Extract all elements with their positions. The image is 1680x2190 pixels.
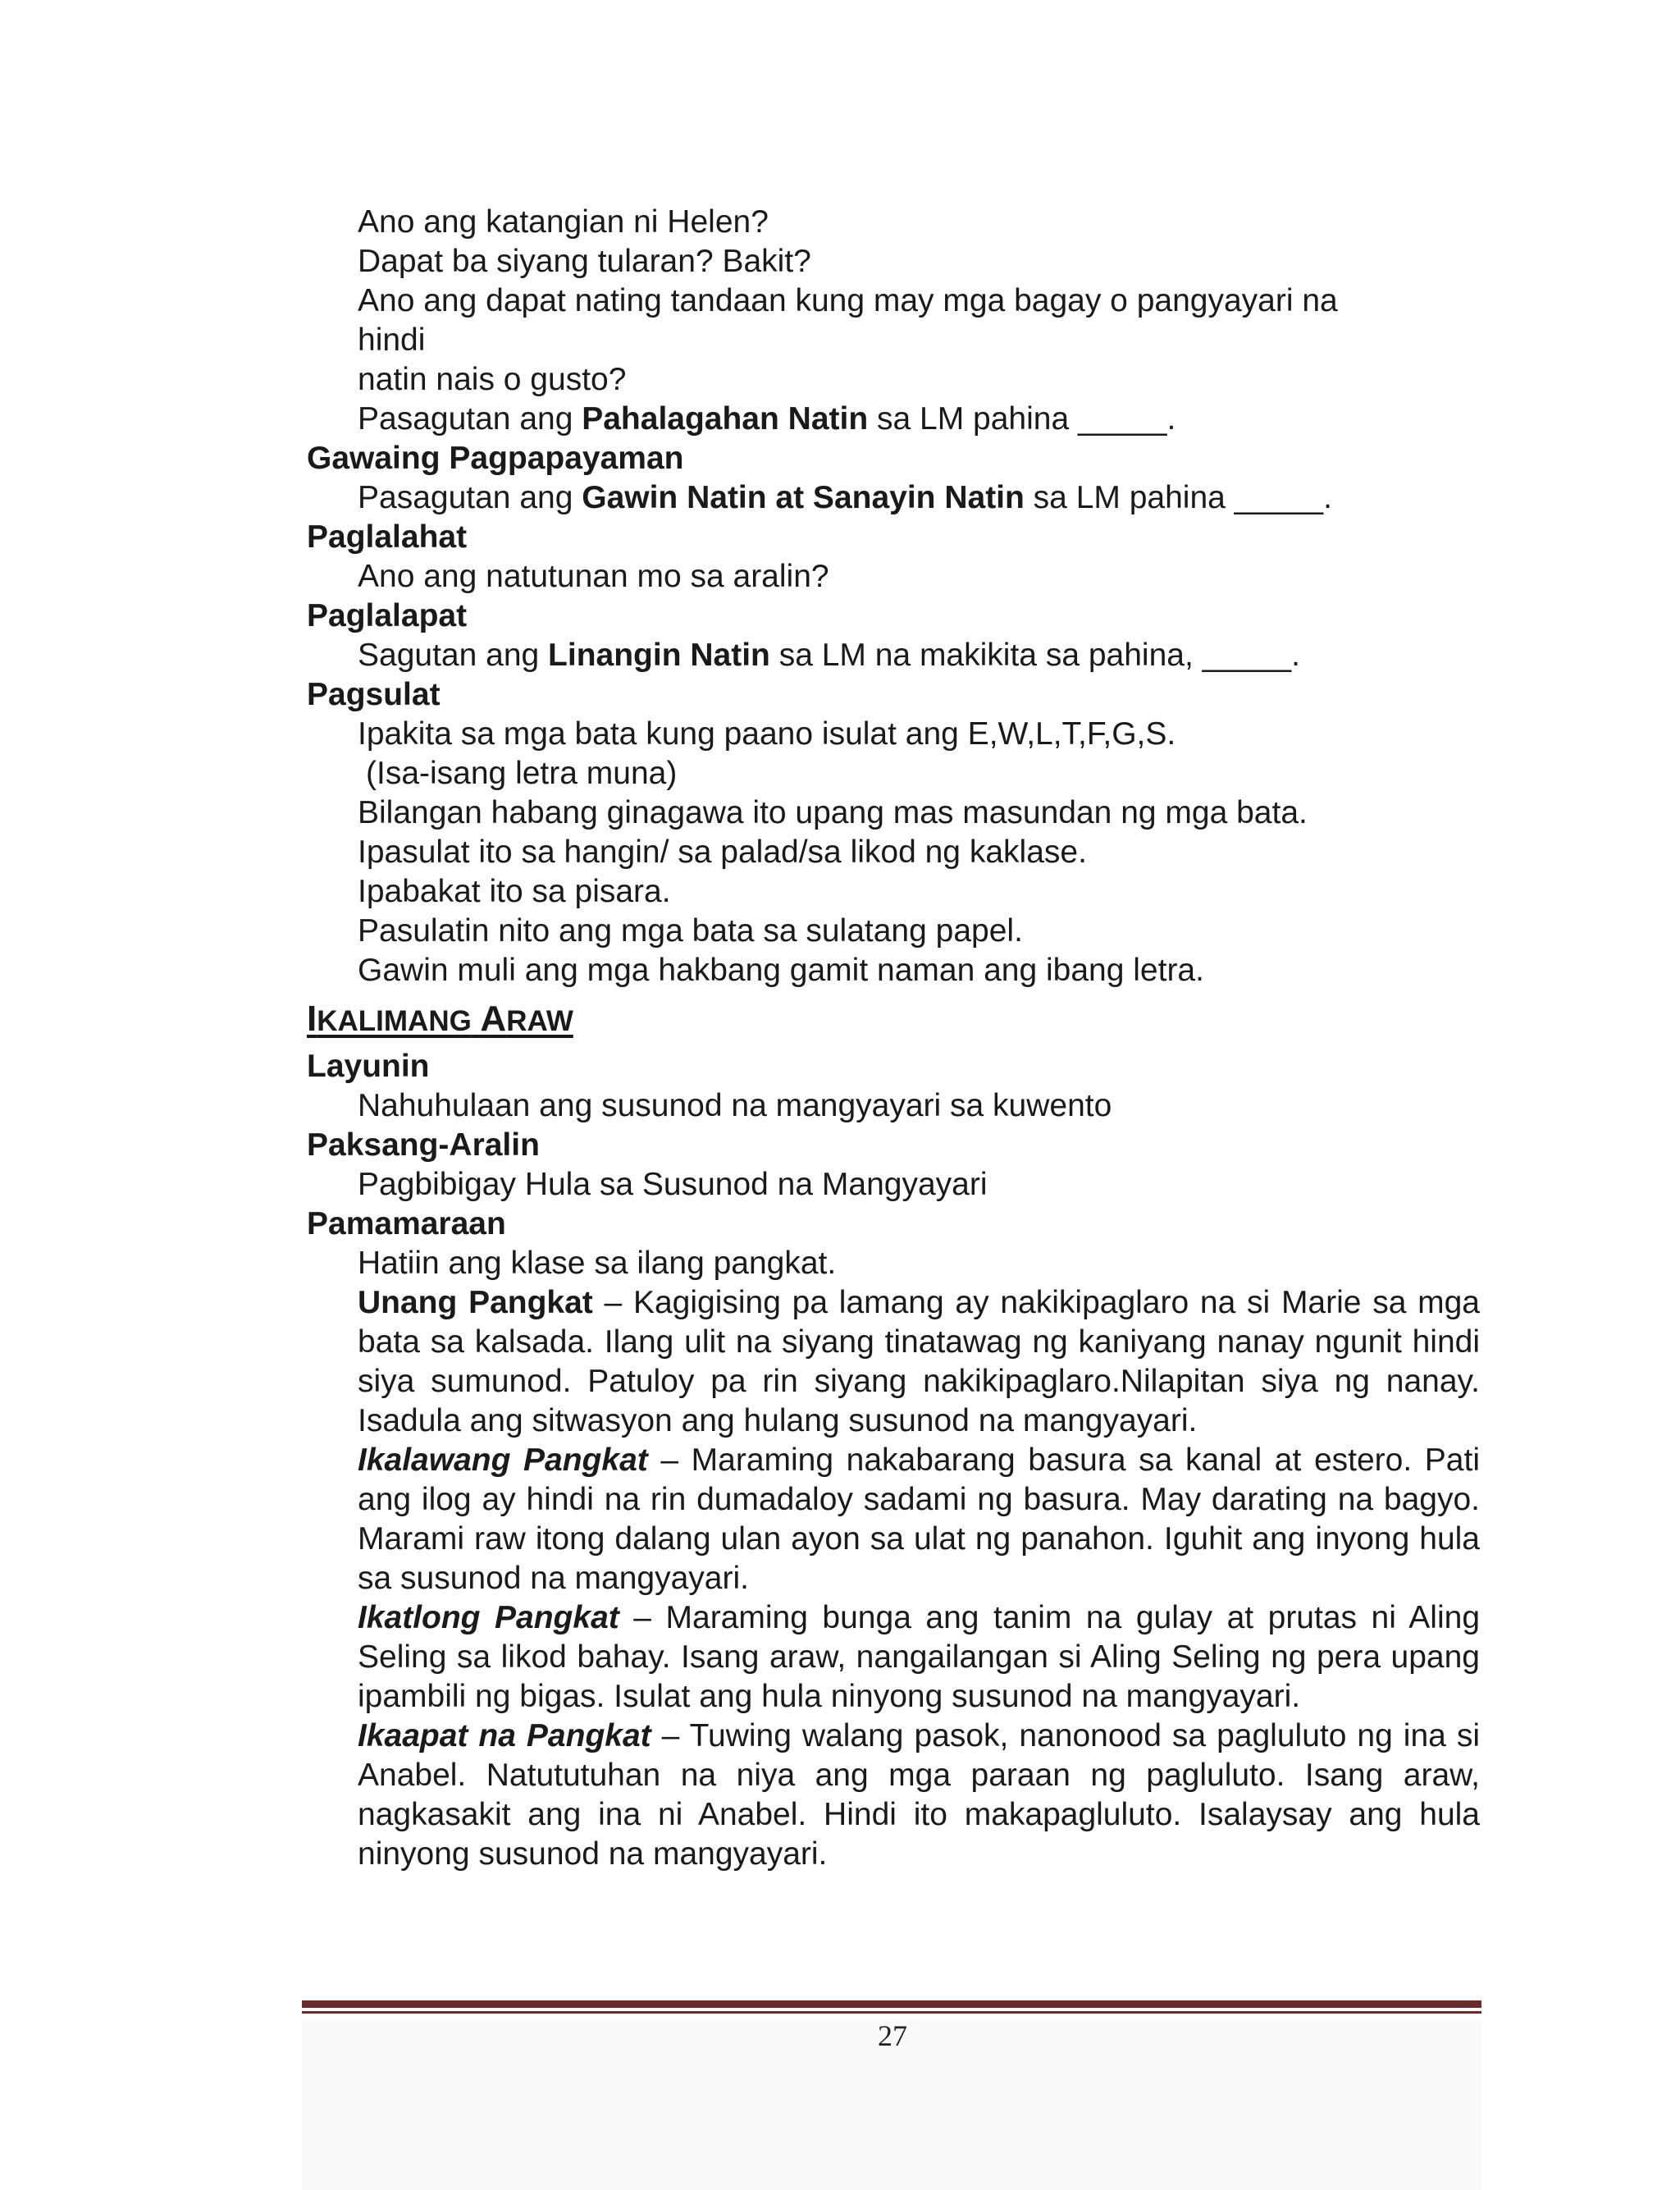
period: . bbox=[1323, 480, 1332, 515]
day-heading bbox=[307, 994, 1480, 1047]
lm-section-name: Gawin Natin at Sanayin Natin bbox=[582, 480, 1025, 515]
layunin-text: Nahuhulaan ang susunod na mangyayari sa kuwento bbox=[358, 1088, 1112, 1123]
heading-pagsulat: Pagsulat bbox=[307, 677, 441, 712]
group-text: – Kagigising pa lamang ay nakikipaglaro na si Marie sa mga bata sa kalsada. Ilang ulit na siyang tinatawag ng kaniyang nanay ngunit hindi siya sumunod. Patuloy pa rin siyang nakikipaglaro.Nilapitan siya ng nanay. Isadula ang sitwasyon ang hulang susunod na mangyayari. bbox=[358, 1285, 1480, 1438]
group-text: – Maraming nakabarang basura sa kanal at estero. Pati ang ilog ay hindi na rin dumadaloy sadami ng basura. May darating na bagyo. Marami raw itong dalang ulan ayon sa ulat ng panahon. Iguhit ang inyong hula sa susunod na mangyayari. bbox=[358, 1442, 1480, 1596]
instruction-text: sa LM pahina bbox=[1024, 480, 1235, 515]
day-cap: I bbox=[307, 999, 317, 1039]
lesson-body bbox=[307, 203, 1480, 1874]
group-paragraph bbox=[307, 1598, 1480, 1717]
heading-paglalapat: Paglalapat bbox=[307, 598, 468, 633]
question-line: Ano ang katangian ni Helen? bbox=[358, 204, 769, 240]
instruction-text: Pasagutan ang bbox=[358, 401, 582, 437]
question-line: hindi bbox=[358, 322, 426, 358]
pagsulat-line: Ipakita sa mga bata kung paano isulat ang E,W,L,T,F,G,S. bbox=[358, 716, 1176, 752]
pagsulat-line: Pasulatin nito ang mga bata sa sulatang papel. bbox=[358, 913, 1023, 949]
pagsulat-line: Bilangan habang ginagawa ito upang mas masundan ng mga bata. bbox=[358, 795, 1308, 830]
question-line: natin nais o gusto? bbox=[358, 362, 627, 397]
period: . bbox=[1291, 638, 1300, 673]
heading-pamamaraan: Pamamaraan bbox=[307, 1206, 506, 1241]
page-blank: _____ bbox=[1202, 638, 1292, 673]
pagsulat-line: Gawin muli ang mga hakbang gamit naman ang ibang letra. bbox=[358, 953, 1204, 988]
group-label: Ikalawang Pangkat bbox=[358, 1442, 648, 1478]
paksa-text: Pagbibigay Hula sa Susunod na Mangyayari bbox=[358, 1167, 988, 1202]
paglalapat-instruction bbox=[307, 636, 1480, 675]
heading-gawaing-pagpapayaman: Gawaing Pagpapayaman bbox=[307, 441, 684, 476]
group-label: Ikaapat na Pangkat bbox=[358, 1718, 651, 1753]
instruction-text: Sagutan ang bbox=[358, 638, 549, 673]
pagsulat-line: (Isa-isang letra muna) bbox=[366, 756, 678, 791]
group-paragraph bbox=[307, 1283, 1480, 1441]
question-line: Dapat ba siyang tularan? Bakit? bbox=[358, 244, 811, 279]
footer-rule bbox=[302, 2000, 1481, 2008]
heading-paglalahat: Paglalahat bbox=[307, 519, 468, 555]
group-label: Unang Pangkat bbox=[358, 1285, 593, 1320]
pamamaraan-intro: Hatiin ang klase sa ilang pangkat. bbox=[358, 1246, 837, 1281]
lm-section-name: Pahalagahan Natin bbox=[582, 401, 869, 437]
lm-section-name: Linangin Natin bbox=[548, 638, 770, 673]
page-blank: _____ bbox=[1234, 480, 1324, 515]
day-smallcaps: KALIMANG bbox=[317, 1005, 472, 1037]
gawaing-instruction bbox=[307, 478, 1480, 518]
heading-layunin: Layunin bbox=[307, 1049, 430, 1084]
pagsulat-line: Ipabakat ito sa pisara. bbox=[358, 874, 671, 909]
question-line: Ano ang dapat nating tandaan kung may mga bagay o pangyayari na bbox=[358, 283, 1338, 318]
day-smallcaps: RAW bbox=[506, 1005, 573, 1037]
instruction-text: Pasagutan ang bbox=[358, 480, 582, 515]
period: . bbox=[1166, 401, 1176, 437]
instruction-text: sa LM pahina bbox=[868, 401, 1078, 437]
heading-paksang-aralin: Paksang-Aralin bbox=[307, 1127, 540, 1163]
instruction-text: sa LM na makikita sa pahina, bbox=[769, 638, 1203, 673]
footer-rule-thin bbox=[302, 2011, 1481, 2014]
day-cap: A bbox=[480, 999, 507, 1039]
pagsulat-line: Ipasulat ito sa hangin/ sa palad/sa likod ng kaklase. bbox=[358, 834, 1087, 870]
group-text: – Tuwing walang pasok, nanonood sa pagluluto ng ina si Anabel. Natututuhan na niya ang mga paraan ng pagluluto. Isang araw, nagkasakit ang ina ni Anabel. Hindi ito makapagluluto. Isalaysay ang hula ninyong susunod na mangyayari. bbox=[358, 1718, 1480, 1872]
group-paragraph bbox=[307, 1717, 1480, 1874]
paglalahat-text: Ano ang natutunan mo sa aralin? bbox=[358, 559, 829, 594]
group-label: Ikatlong Pangkat bbox=[358, 1600, 619, 1635]
group-paragraph bbox=[307, 1441, 1480, 1598]
page-number: 27 bbox=[878, 2019, 907, 2052]
pahalagahan-instruction bbox=[307, 400, 1480, 439]
page-blank: _____ bbox=[1078, 401, 1167, 437]
group-text: – Maraming bunga ang tanim na gulay at prutas ni Aling Seling sa likod bahay. Isang araw, nangailangan si Aling Seling ng pera upang ipambili ng bigas. Isulat ang hula ninyong susunod na mangyayari. bbox=[358, 1600, 1481, 1714]
